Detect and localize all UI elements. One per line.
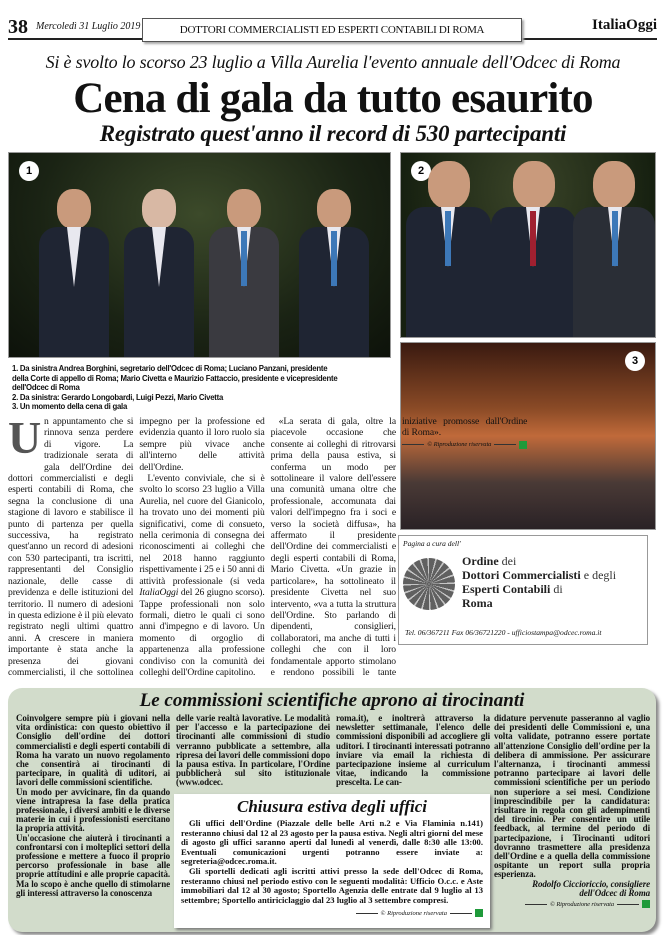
closure-notice-box [174, 794, 490, 928]
notice-body [181, 819, 483, 917]
photo-badge: 2 [411, 161, 431, 181]
deck: Registrato quest'anno il record di 530 partecipanti [99, 121, 567, 146]
article-paragraph: «La serata di gala, oltre la piacevole occasione che consente ai colleghi di ritrovarsi prima della pausa estiva, si conferma un modo per sottolineare il valore dell'essere una comunità umana oltre che professionale, accomunata dai valori dell'impegno fra i soci e verso la società diffusa», ha affermato il presidente dell'Ordine dei commercialisti e degli esperti contabili di Roma, Mario Civetta. «Un grazie in particolare», ha sottolineato il presidente Civetta nel suo intervento, «va a tutta la struttura dell'Ordine. Sto parlando di dipendenti, consiglieri, collaboratori, ma anche di tutti i colleghi che con il loro fondamentale apporto stimolano e rendono possibili le tante iniziative promosse dall'Ordine di Roma». [270, 416, 528, 678]
box-paragraph: Un'occasione che aiuterà i tirocinanti a confrontarsi con i molteplici settori della professione e mettere a fuoco il proprio percorso professionale in base alle proprie attitudini e alle proprie capacità. Ma lo scopo è anche quello di stimolarne gli interessi attraverso la conoscenza [16, 832, 170, 898]
headline: Cena di gala da tutto esaurito [73, 75, 593, 122]
publication-name: ItaliaOggi [139, 587, 179, 599]
copyright-notice: © Riproduzione riservata [181, 909, 483, 917]
photo-badge: 3 [625, 351, 645, 371]
box-column-4 [494, 714, 650, 908]
credit-box [398, 535, 648, 645]
photo-badge: 1 [19, 161, 39, 181]
issue-date: Mercoledì 31 Luglio 2019 [36, 21, 141, 32]
person [39, 189, 109, 357]
person [406, 161, 491, 337]
box-paragraph: didature pervenute passeranno al vaglio dei presidenti delle Commissioni e, una volta validate, potranno essere portate all'attenzione Consiglio dell'ordine per la delibera di ammissione. Per assicurare l'alternanza, i tirocinanti ammessi potranno partecipare ai lavori delle commissioni scientifiche per un periodo non superiore a sei mesi. Condizione imprescindibile per la candidatura: risultare in regola con gli adempimenti del tirocinio. Per consentire un utile feedback, al termine del periodo di partecipazione, i Tirocinanti uditori dovranno trasmettere alla presidenza dell'Ordine e a quella della commissione ospitante un report sulla propria esperienza. [494, 713, 650, 880]
sidebar-box [8, 688, 656, 932]
caption-line: dell'Odcec di Roma [12, 383, 80, 393]
person [573, 161, 655, 337]
box-column-2: delle varie realtà lavorative. Le modalità per l'accesso e la partecipazione dei tirocinanti alle commissioni di studio verranno pubblicate a settembre, alla ripresa dei lavori delle commissioni dopo la pausa estiva. In particolare, l'Ordine pubblicherà sul sito istituzionale (www.odcec. [176, 713, 330, 788]
notice-paragraph: Gli uffici dell'Ordine (Piazzale delle belle Arti n.2 e Via Flaminia n.141) resteranno chiusi dal 12 al 23 agosto per la pausa estiva. Negli altri giorni del mese di agosto gli uffici saranno aperti dal lunedì al venerdì, dalle 8:30 alle 13:00. Eventuali comunicazioni urgenti potranno essere inviate a: segreteria@odcec.roma.it. [181, 818, 483, 867]
notice-paragraph: Gli sportelli dedicati agli iscritti attivi presso la sede dell'Odcec di Roma, resteranno chiusi nel periodo estivo con le seguenti modalità: Ufficio O.c.c. e Aste immobiliari dal 12 al 30 agosto; Sportello Agenzia delle entrate dal 9 luglio al 13 settembre; Sportello antiriciclaggio dal 23 luglio al 3 settembre compresi. [181, 865, 483, 905]
copyright-notice: © Riproduzione riservata [402, 441, 527, 449]
drop-cap: U [8, 412, 42, 463]
end-mark-icon [475, 909, 483, 917]
caption-line: 3. Un momento della cena di gala [12, 402, 128, 412]
notice-title: Chiusura estiva degli uffici [236, 797, 427, 816]
caption-line: 1. Da sinistra Andrea Borghini, segretario dell'Odcec di Roma; Luciano Panzani, presidente [12, 364, 328, 373]
photo-2 [400, 152, 656, 338]
section-title: DOTTORI COMMERCIALISTI ED ESPERTI CONTABILI DI ROMA [142, 18, 522, 42]
contact-info: Tel. 06/367211 Fax 06/36721220 - ufficiostampa@odcec.roma.it [405, 628, 602, 637]
copyright-notice: © Riproduzione riservata [494, 900, 650, 908]
box-paragraph: Un modo per avvicinare, fin da quando viene intrapresa la fase della pratica professionale, i diversi ambiti e le diverse materie in cui i professionisti esercitano la propria attività. [16, 786, 170, 834]
person [299, 189, 369, 357]
photo-caption [12, 364, 396, 412]
article-paragraph: del 26 giugno scorso). Tappe professionali non solo formali, dietro le quali ci sono anni d'impegno e di lavoro. Un momento di orgoglio di appartenenza alla professione condiviso con la comunità dei colleghi dell'Ordine capitolino. [139, 587, 265, 678]
box-column-3: roma.it), e inoltrerà attraverso la newsletter settimanale, l'elenco delle commissioni disponibili ad accogliere gli uditori. I tirocinanti interessati potranno inviare via email la richiesta di partecipazione insieme al curriculum vitae, indicando la commissione prescelta. Le can- [336, 713, 490, 788]
end-mark-icon [519, 441, 527, 449]
person [209, 189, 279, 357]
globe-logo-icon [403, 558, 455, 610]
author-signature: Rodolfo Ciccioriccio, consigliere dell'Odcec di Roma [532, 878, 650, 898]
box-paragraph: Coinvolgere sempre più i giovani nella vita ordinistica: con questo obiettivo il Consiglio dell'ordine dei dottori commercialisti e degli esperti contabili di Roma ha varato un nuovo regolamento che consentirà ai tirocinanti di partecipare, in qualità di uditori, ai lavori delle commissioni scientifiche. [16, 713, 170, 788]
kicker: Si è svolto lo scorso 23 luglio a Villa Aurelia l'evento annuale dell'Odcec di Roma [45, 52, 621, 72]
person [124, 189, 194, 357]
box-column-1 [16, 714, 170, 898]
person [491, 161, 576, 337]
article-paragraph: n appuntamento che si rinnova senza perdere di vigore. La tradizionale serata di gala dell'Ordine dei dottori commercialisti e degli esperti contabili di Roma, che segna la conclusione di una stagione di lavoro e stabilisce il punto di partenza per quella successiva, ha registrato quest'anno un record di adesioni con 530 partecipanti, tra iscritti, rappresentanti del Consiglio nazionale, delle casse di previdenza e delle istituzioni del territorio. Il numero di adesioni in questa edizione è il più elevato registrato negli ultimi quattro anni. A crescere in maniera importante è stata anche la presenza dei giovani commercialisti, il che sottolinea impegno per la professione ed evidenzia quanto il loro ruolo sia sempre più vivace anche all'interno delle attività dell'Ordine. [8, 416, 265, 678]
caption-line: della Corte di appello di Roma; Mario Civetta e Maurizio Fattaccio, presidente e vicepresidente [12, 373, 338, 383]
page-number: 38 [8, 16, 28, 38]
organization-name: Ordine dei Dottori Commercialisti e degli Esperti Contabili di Roma [462, 554, 617, 610]
box-title: Le commissioni scientifiche aprono ai tirocinanti [139, 690, 525, 711]
article-paragraph: L'evento conviviale, che si è svolto lo scorso 23 luglio a Villa Aurelia, nel cuore del Gianicolo, ha trovato uno dei momenti più significativi, come di consueto, nella cerimonia di consegna dei riconoscimenti ai colleghi che nel 2018 hanno raggiunto rispettivamente i 25 e i 50 anni di attività professionale (si veda [139, 473, 265, 587]
end-mark-icon [642, 900, 650, 908]
caption-line: 2. Da sinistra: Gerardo Longobardi, Luigi Pezzi, Mario Civetta [12, 392, 224, 402]
credit-label: Pagina a cura dell' [403, 539, 461, 548]
brand-logo: ItaliaOggi [591, 17, 657, 33]
photo-1 [8, 152, 391, 358]
